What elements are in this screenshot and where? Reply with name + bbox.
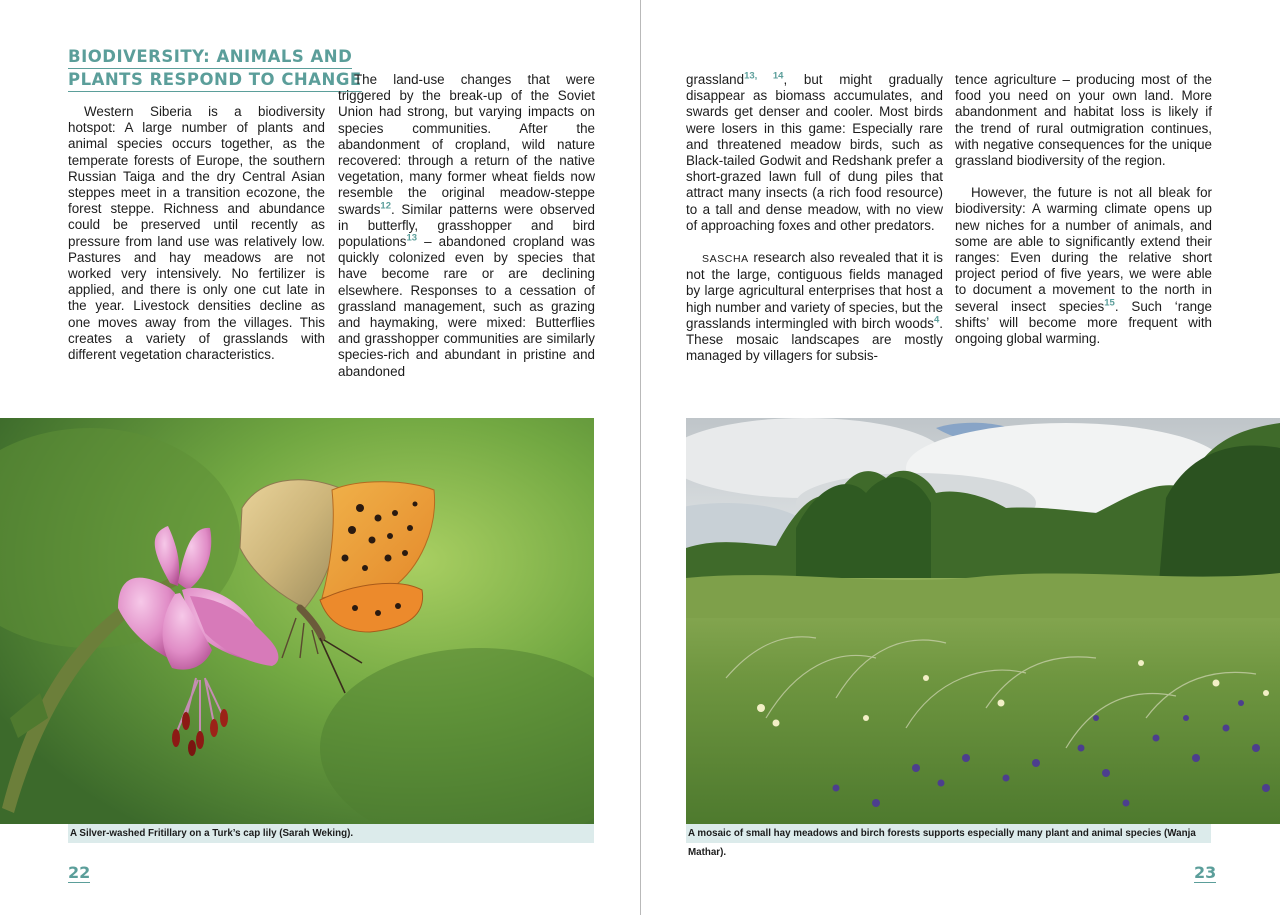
project-name: SASCHA (702, 253, 749, 266)
text-run: research also revealed that it is not the large, contiguous fields managed by large agricultural enterprises that host a high number and variety of species, but the grasslands intermingled with birch woods (686, 250, 943, 331)
reference-marker: 13 (406, 232, 418, 244)
meadow-landscape-photo (686, 418, 1280, 824)
text-run: , but might gradually disappear as biomass accumulates, and swards get denser and cooler. Most birds were losers in this game: Especially rare and threatened meadow birds, such as Black-tailed Godwit and Redshank prefer a short-grazed lawn full of dung piles that attract many insects (a rich food resource) to a tall and dense meadow, with no view of approaching foxes and other predators. (686, 72, 943, 233)
text-run: grassland (686, 72, 745, 87)
paragraph (686, 250, 943, 364)
text-run: – abandoned cropland was quickly colonized even by species that have become rare or are declining elsewhere. Responses to a cessation of grassland management, such as grazing and haymaking, were mixed: Butterflies and grasshopper communities are similarly species-rich and abundant in pristine and abandoned (338, 234, 595, 379)
text-column-4 (955, 72, 1212, 347)
paragraph (338, 72, 595, 380)
butterfly-lily-photo (0, 418, 594, 824)
paragraph: tence agriculture – producing most of the food you need on your own land. More abandonment and habitat loss is likely if the trend of rural outmigration continues, with negative consequences for the unique grassland biodiversity of the region. (955, 72, 1212, 169)
photo-caption: A Silver-washed Fritillary on a Turk’s cap lily (Sarah Weking). (68, 824, 594, 843)
text-column-2 (338, 72, 595, 380)
section-heading (68, 46, 362, 92)
right-page (641, 0, 1280, 915)
heading-line-2: PLANTS RESPOND TO CHANGE (68, 69, 362, 92)
text-column-1 (68, 104, 325, 363)
reference-marker: 15 (1104, 297, 1115, 309)
reference-marker: 4 (933, 314, 940, 326)
photo-caption: A mosaic of small hay meadows and birch forests supports especially many plant and animal species (Wanja Mathar). (686, 824, 1211, 843)
text-run: However, the future is not all bleak for biodiversity: A warming climate opens up new niches for a number of animals, and some are able to significantly extend their ranges: Even during the relative short project period of five years, we were able to document a movement to the north in several insect species (955, 185, 1212, 314)
paragraph (686, 72, 943, 234)
text-run: The land-use changes that were triggered by the break-up of the Soviet Union had strong, but varying impacts on species communities. After the abandonment of cropland, wild nature recovered: through a return of the native vegetation, many former wheat fields now resemble the original meadow-steppe swards (338, 72, 595, 217)
paragraph: Western Siberia is a biodiversity hotspot: A large number of plants and animal species occurs together, as the temperate forests of Europe, the southern Russian Taiga and the dry Central Asian steppes meet in a transition ecozone, the forest steppe. Richness and abundance could be preserved until recently as pressure from land use was relatively low. Pastures and hay meadows are not worked very intensively. No fertilizer is applied, and there is only one cut late in the year. Livestock densities decline as one moves away from the villages. This creates a variety of grasslands with different vegetation characteristics. (68, 104, 325, 363)
text-run: . Such ‘range shifts’ will become more frequent with ongoing global warming. (955, 298, 1212, 347)
text-run: . These mosaic landscapes are mostly managed by villagers for subsis- (686, 315, 943, 364)
heading-line-1: BIODIVERSITY: ANIMALS AND (68, 46, 352, 69)
paragraph (955, 185, 1212, 347)
page-number: 22 (68, 863, 91, 882)
text-column-3 (686, 72, 943, 364)
page-number: 23 (1194, 863, 1217, 882)
reference-marker: 12 (380, 200, 391, 212)
reference-marker: 13, 14 (744, 70, 784, 82)
text-run: . Similar patterns were observed in butterfly, grasshopper and bird populations (338, 201, 595, 250)
